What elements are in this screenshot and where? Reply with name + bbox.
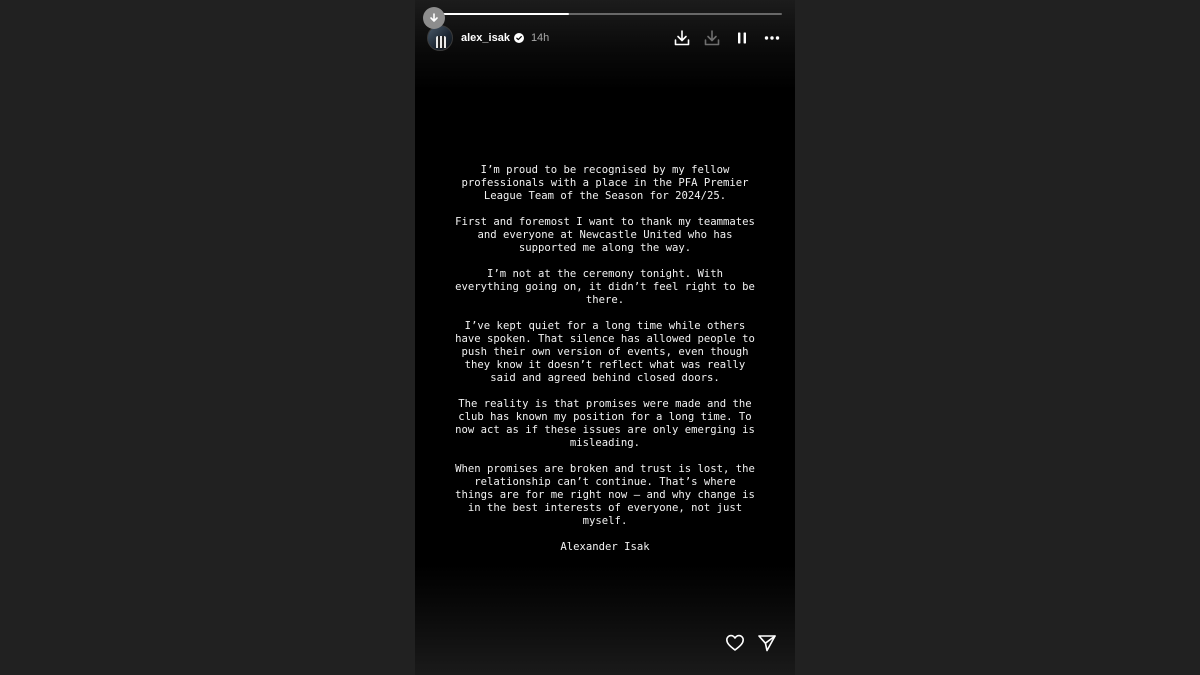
statement-paragraph-4: I’ve kept quiet for a long time while others have spoken. That silence has allowed people to push their own version of events, even though they know it doesn’t reflect what was really said and agreed behind closed doors. (455, 320, 755, 384)
statement-paragraph-1: I’m proud to be recognised by my fellow professionals with a place in the PFA Premier League Team of the Season for 2024/25. (461, 164, 749, 202)
heart-icon[interactable] (723, 631, 747, 655)
save-icon[interactable] (701, 27, 723, 49)
statement-paragraph-6: When promises are broken and trust is lost, the relationship can’t continue. That’s where things are for me right now – and why change is in the best interests of everyone, not just myself. (455, 463, 755, 527)
statement-paragraph-2: First and foremost I want to thank my teammates and everyone at Newcastle United who has supported me along the way. (455, 216, 755, 254)
pause-icon[interactable] (731, 27, 753, 49)
statement-paragraph-3: I’m not at the ceremony tonight. With everything going on, it didn’t feel right to be there. (455, 268, 755, 306)
story-header-actions (663, 24, 783, 52)
download-arrow-icon[interactable] (423, 7, 445, 29)
story-progress-bar (427, 13, 782, 15)
avatar[interactable] (427, 25, 453, 51)
story-header (427, 24, 783, 52)
username[interactable]: alex_isak (461, 32, 510, 44)
story-timestamp: 14h (530, 32, 550, 44)
story-progress-fill (427, 13, 569, 15)
verified-badge-icon (514, 33, 524, 43)
statement-signature: Alexander Isak (560, 541, 650, 553)
story-viewer[interactable] (415, 0, 795, 675)
story-bottom-gradient (415, 565, 795, 675)
story-statement (435, 164, 775, 567)
send-icon[interactable] (755, 631, 779, 655)
download-icon[interactable] (671, 27, 693, 49)
story-footer-actions (715, 631, 779, 655)
more-icon[interactable] (761, 27, 783, 49)
statement-paragraph-5: The reality is that promises were made and the club has known my position for a long time. To now act as if these issues are only emerging is misleading. (455, 398, 755, 449)
